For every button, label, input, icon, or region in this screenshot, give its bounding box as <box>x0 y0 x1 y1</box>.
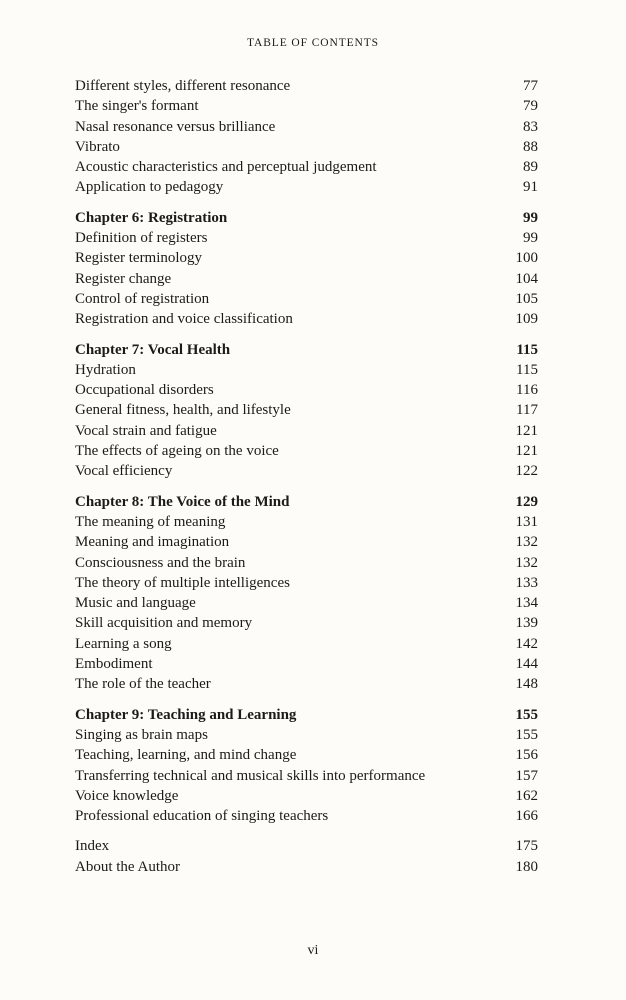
toc-entry-page: 156 <box>515 747 538 764</box>
toc-section <box>75 836 538 877</box>
toc-entry-title: Consciousness and the brain <box>75 554 246 571</box>
toc-entry-page: 166 <box>515 808 538 825</box>
toc-entry <box>75 613 538 633</box>
toc-entry <box>75 461 538 481</box>
toc-entry-title: Definition of registers <box>75 230 208 247</box>
toc-entry-page: 133 <box>515 574 538 591</box>
toc-entry-title: Learning a song <box>75 635 172 652</box>
toc-entry-page: 91 <box>523 179 538 196</box>
toc-entry-page: 117 <box>516 402 538 419</box>
toc-entry-page: 155 <box>515 706 538 723</box>
toc-entry <box>75 76 538 96</box>
toc-entry-title: Control of registration <box>75 290 210 307</box>
toc-entry-title: The singer's formant <box>75 98 199 115</box>
toc-entry <box>75 248 538 268</box>
toc-entry-title: Chapter 6: Registration <box>75 209 228 226</box>
toc-entry-title: The role of the teacher <box>75 676 211 693</box>
toc-entry <box>75 289 538 309</box>
toc-entry-title: About the Author <box>75 858 180 875</box>
toc-entry <box>75 228 538 248</box>
toc-section <box>75 705 538 827</box>
toc-entry-page: 89 <box>523 159 538 176</box>
toc-entry-page: 104 <box>515 270 538 287</box>
toc-entry-page: 100 <box>515 250 538 267</box>
toc-entry <box>75 654 538 674</box>
toc-entry-title: Professional education of singing teachers <box>75 808 329 825</box>
toc-entry <box>75 137 538 157</box>
toc-entry <box>75 725 538 745</box>
toc-entry-title: Music and language <box>75 595 196 612</box>
toc-entry-title: Hydration <box>75 361 136 378</box>
toc-entry-page: 139 <box>515 615 538 632</box>
toc-entry <box>75 786 538 806</box>
toc-entry-page: 132 <box>515 534 538 551</box>
toc-chapter-heading <box>75 705 538 725</box>
toc-entry-page: 132 <box>515 554 538 571</box>
toc-entry <box>75 532 538 552</box>
toc-entry <box>75 766 538 786</box>
toc-entry <box>75 380 538 400</box>
toc-entry-page: 83 <box>523 118 538 135</box>
toc-section <box>75 340 538 482</box>
toc-entry <box>75 309 538 329</box>
toc-chapter-heading <box>75 208 538 228</box>
toc-entry-page: 129 <box>515 493 538 510</box>
toc-entry <box>75 674 538 694</box>
toc-entry <box>75 573 538 593</box>
toc-entry <box>75 857 538 877</box>
toc-entry-page: 131 <box>515 513 538 530</box>
toc-entry-page: 79 <box>523 98 538 115</box>
toc-entry-page: 180 <box>515 858 538 875</box>
toc-section <box>75 492 538 695</box>
toc-entry-page: 115 <box>516 341 538 358</box>
toc-entry-title: Acoustic characteristics and perceptual judgement <box>75 159 377 176</box>
toc-entry-title: Voice knowledge <box>75 787 179 804</box>
toc-entry-page: 105 <box>515 290 538 307</box>
toc-entry <box>75 593 538 613</box>
toc-entry-page: 122 <box>515 463 538 480</box>
toc-entry-page: 115 <box>516 361 538 378</box>
toc-entry-page: 121 <box>515 422 538 439</box>
toc-entry-title: The effects of ageing on the voice <box>75 443 279 460</box>
toc-entry-page: 109 <box>515 311 538 328</box>
toc-entry <box>75 400 538 420</box>
toc-entry <box>75 634 538 654</box>
table-of-contents <box>75 76 538 887</box>
toc-entry <box>75 745 538 765</box>
toc-entry <box>75 512 538 532</box>
toc-entry-title: Transferring technical and musical skills into performance <box>75 767 426 784</box>
page-number: vi <box>307 943 319 958</box>
toc-entry-title: Chapter 9: Teaching and Learning <box>75 706 297 723</box>
toc-entry <box>75 157 538 177</box>
toc-entry-title: Skill acquisition and memory <box>75 615 253 632</box>
toc-entry <box>75 117 538 137</box>
toc-entry-title: Different styles, different resonance <box>75 78 291 94</box>
toc-entry-page: 144 <box>515 656 538 673</box>
toc-entry-title: Singing as brain maps <box>75 726 208 743</box>
toc-entry-page: 77 <box>523 78 538 94</box>
toc-entry-title: Vocal strain and fatigue <box>75 422 217 439</box>
toc-chapter-heading <box>75 492 538 512</box>
toc-entry-title: The meaning of meaning <box>75 513 226 530</box>
running-head: TABLE OF CONTENTS <box>247 37 379 49</box>
toc-entry-title: Embodiment <box>75 656 153 673</box>
toc-section <box>75 76 538 198</box>
toc-entry-title: Chapter 8: The Voice of the Mind <box>75 493 290 510</box>
toc-entry <box>75 806 538 826</box>
toc-entry-page: 175 <box>515 838 538 855</box>
toc-entry-page: 134 <box>515 595 538 612</box>
toc-entry-page: 99 <box>523 209 538 226</box>
toc-entry <box>75 96 538 116</box>
toc-entry <box>75 553 538 573</box>
toc-entry <box>75 441 538 461</box>
toc-entry-title: Vibrato <box>75 138 120 155</box>
toc-entry-title: The theory of multiple intelligences <box>75 574 290 591</box>
toc-entry-page: 142 <box>515 635 538 652</box>
toc-entry-page: 116 <box>516 382 538 399</box>
toc-entry-title: Register terminology <box>75 250 203 267</box>
toc-entry <box>75 177 538 197</box>
toc-entry-title: Vocal efficiency <box>75 463 173 480</box>
toc-entry-title: Registration and voice classification <box>75 311 293 328</box>
toc-section <box>75 208 538 330</box>
toc-chapter-heading <box>75 340 538 360</box>
toc-entry-title: Nasal resonance versus brilliance <box>75 118 276 135</box>
toc-entry-title: Index <box>75 838 110 855</box>
toc-entry-page: 162 <box>515 787 538 804</box>
toc-entry-title: General fitness, health, and lifestyle <box>75 402 291 419</box>
toc-entry-title: Register change <box>75 270 172 287</box>
toc-entry <box>75 360 538 380</box>
toc-entry-page: 155 <box>515 726 538 743</box>
toc-entry-title: Occupational disorders <box>75 382 214 399</box>
toc-entry-title: Meaning and imagination <box>75 534 230 551</box>
toc-entry-page: 121 <box>515 443 538 460</box>
toc-entry-title: Chapter 7: Vocal Health <box>75 341 231 358</box>
toc-entry <box>75 836 538 856</box>
toc-entry-title: Teaching, learning, and mind change <box>75 747 297 764</box>
toc-entry <box>75 421 538 441</box>
toc-entry-page: 148 <box>515 676 538 693</box>
toc-entry <box>75 269 538 289</box>
toc-entry-page: 99 <box>523 230 538 247</box>
toc-entry-page: 157 <box>515 767 538 784</box>
toc-entry-title: Application to pedagogy <box>75 179 224 196</box>
toc-entry-page: 88 <box>523 138 538 155</box>
